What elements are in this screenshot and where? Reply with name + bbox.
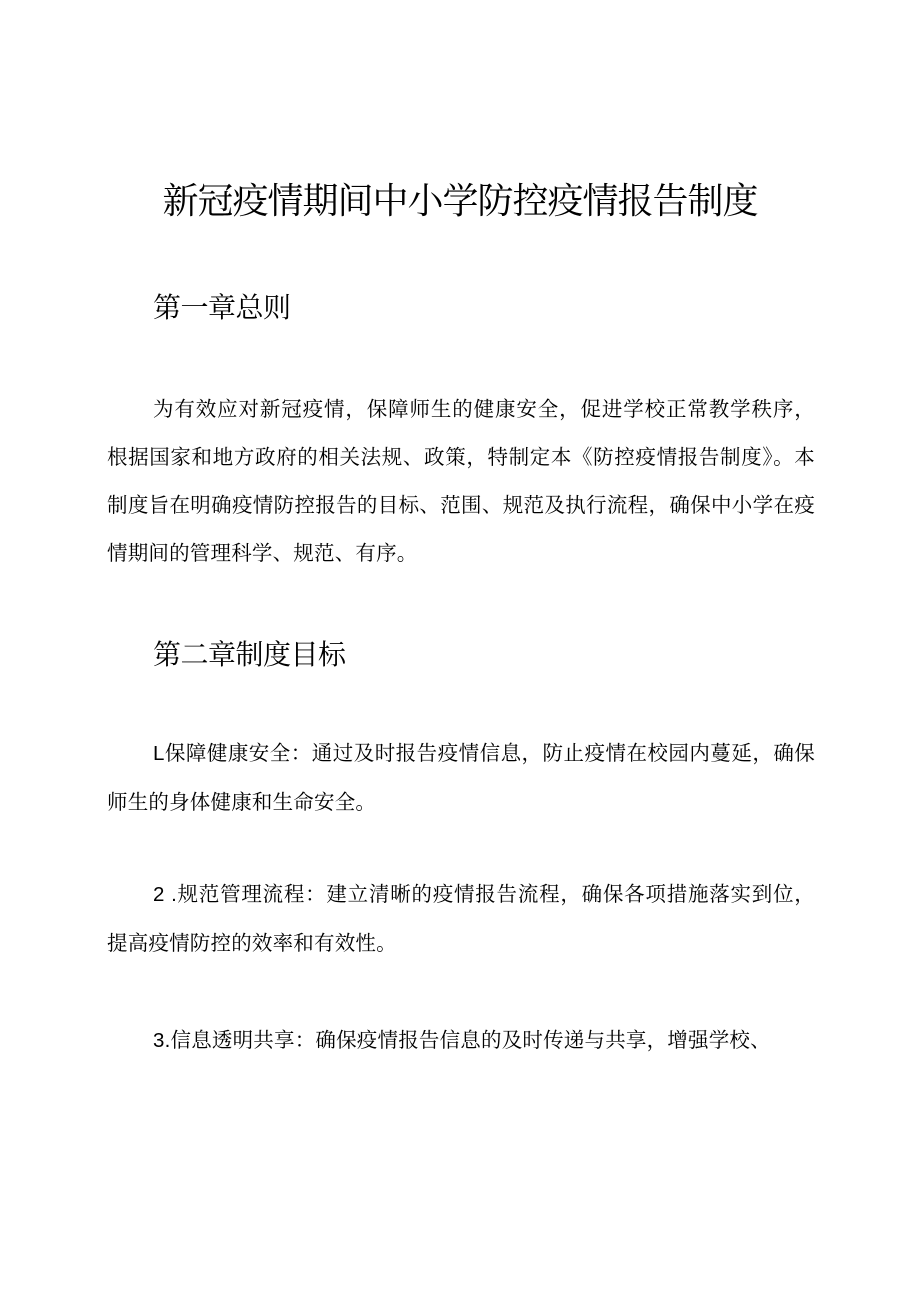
goal-item-3 (107, 1016, 815, 1065)
goal-item-number: L (153, 742, 165, 765)
goal-item-number: 3. (153, 1029, 171, 1052)
document-title: 新冠疫情期间中小学防控疫情报告制度 (162, 181, 758, 222)
goal-item-text: 规范管理流程：建立清晰的疫情报告流程，确保各项措施落实到位，提高疫情防控的效率和有效性。 (107, 882, 815, 955)
chapter-1-paragraph: 为有效应对新冠疫情，保障师生的健康安全，促进学校正常教学秩序，根据国家和地方政府的相关法规、政策，特制定本《防控疫情报告制度》。本制度旨在明确疫情防控报告的目标、范围、规范及执行流程，确保中小学在疫情期间的管理科学、规范、有序。 (107, 397, 815, 565)
goal-item-number: 2 . (153, 883, 177, 906)
goal-item-1 (107, 729, 815, 826)
chapter-1-heading: 第一章总则 (153, 291, 291, 324)
goal-item-text: 保障健康安全：通过及时报告疫情信息，防止疫情在校园内蔓延，确保师生的身体健康和生命安全。 (107, 741, 815, 814)
goal-item-text: 信息透明共享：确保疫情报告信息的及时传递与共享，增强学校、 (170, 1028, 771, 1052)
chapter-2-heading: 第二章制度目标 (153, 638, 346, 671)
goal-item-2 (107, 870, 815, 967)
